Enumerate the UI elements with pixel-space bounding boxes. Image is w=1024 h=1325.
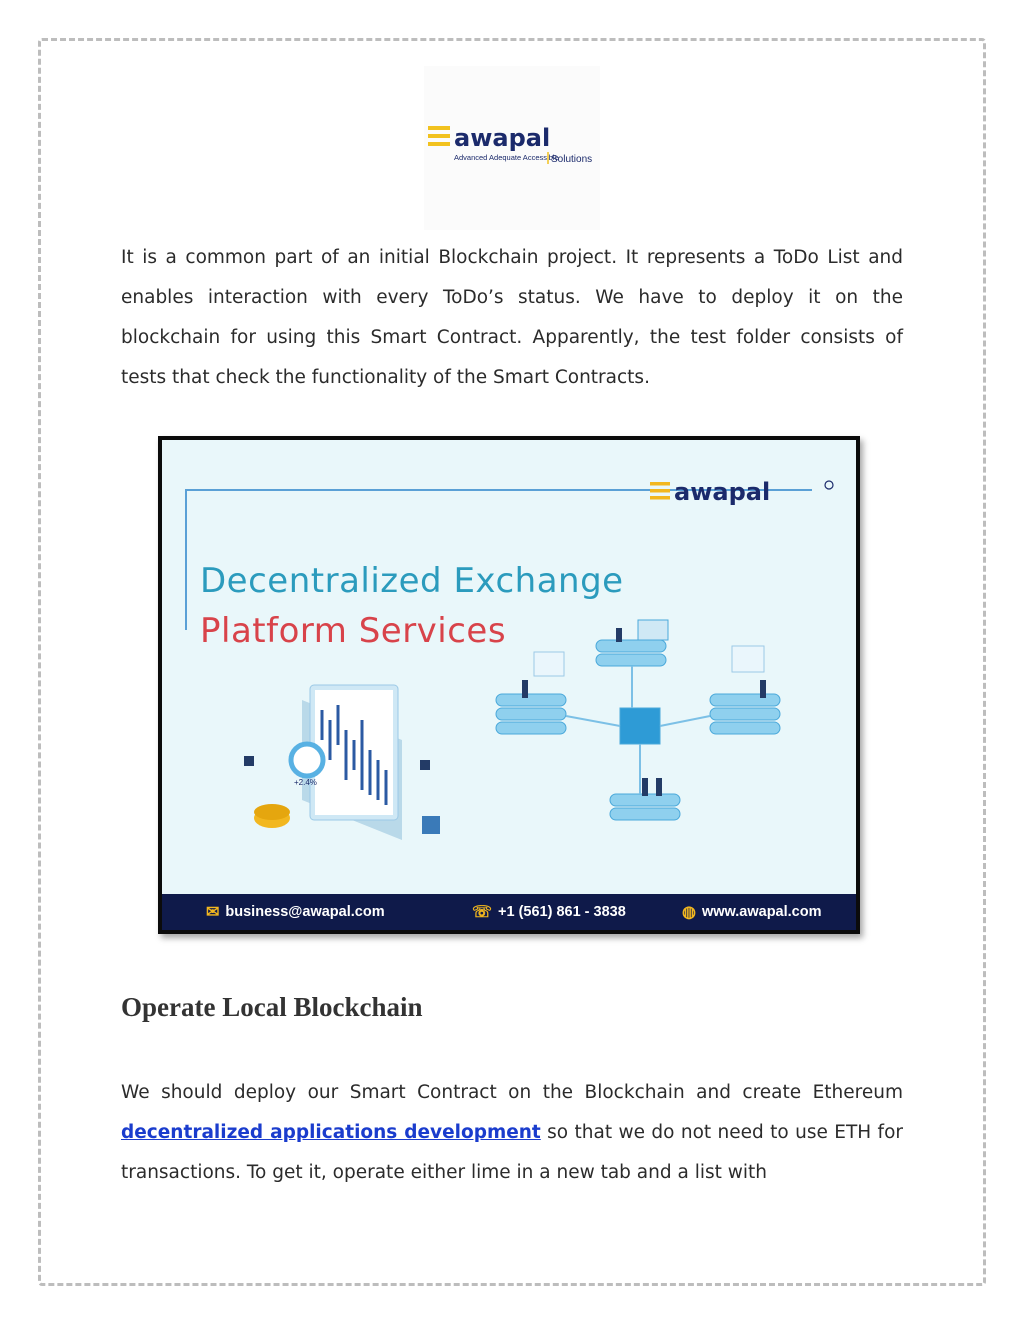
banner-brand: awapal xyxy=(674,478,771,506)
company-logo xyxy=(424,66,600,230)
banner-contact-bar xyxy=(162,894,856,930)
chart-badge: +2.4% xyxy=(294,778,317,787)
intro-paragraph: It is a common part of an initial Blockchain project. It represents a ToDo List and enables interaction with every ToDo’s status. We have to deploy it on the blockchain for using this Smart Contract. Apparently, the test folder consists of tests that check the functionality of the Smart Contracts. xyxy=(121,247,903,388)
body-paragraph xyxy=(121,1073,903,1193)
trading-chart-icon xyxy=(291,685,402,840)
banner-image xyxy=(158,436,860,934)
phone-icon: ☏ xyxy=(472,904,493,921)
awapal-logo-icon xyxy=(428,124,600,174)
contact-email xyxy=(206,894,385,930)
body-text-before-link: We should deploy our Smart Contract on the Blockchain and create Ethereum xyxy=(121,1082,903,1103)
section-heading: Operate Local Blockchain xyxy=(121,992,423,1022)
banner-headline-line2: Platform Services xyxy=(200,611,507,651)
email-text: business@awapal.com xyxy=(225,904,385,920)
body-text-after-link: so that we do not need to use ETH for transactions. To get it, operate either lime in a new tab and a list with xyxy=(121,1122,903,1183)
logo-wordmark: awapal xyxy=(454,124,551,152)
logo-tagline-suffix: Solutions xyxy=(551,154,593,165)
banner-illustration xyxy=(162,440,856,896)
envelope-icon: ✉ xyxy=(206,904,220,921)
contact-website xyxy=(682,894,822,930)
banner-headline-line1: Decentralized Exchange xyxy=(200,561,624,601)
phone-text: +1 (561) 861 - 3838 xyxy=(498,904,626,920)
globe-icon: ◍ xyxy=(682,904,696,921)
website-text: www.awapal.com xyxy=(701,904,822,920)
dapp-development-link[interactable]: decentralized applications development xyxy=(121,1122,541,1143)
contact-phone xyxy=(472,894,626,930)
logo-tagline: Advanced Adequate Accessible xyxy=(454,153,559,162)
